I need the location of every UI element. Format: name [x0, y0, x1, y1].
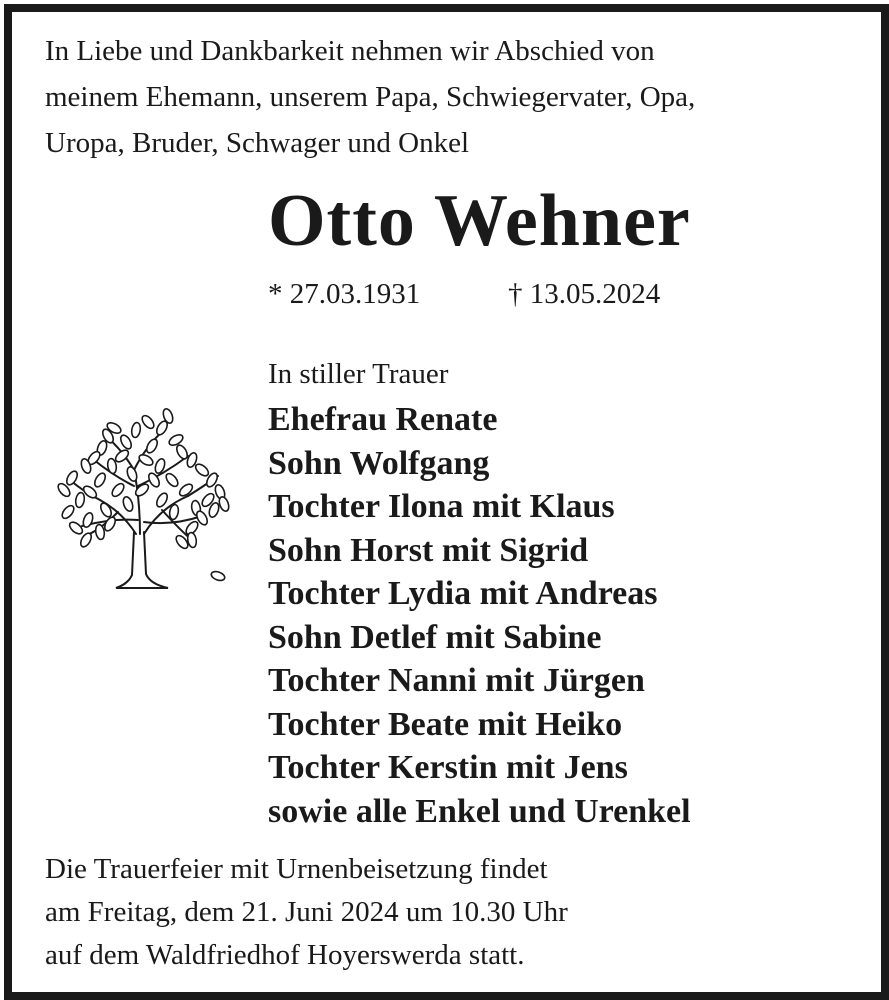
tree-leaf — [81, 512, 94, 529]
tree-leaf — [121, 496, 134, 513]
tree-leaf — [155, 491, 170, 508]
deceased-name: Otto Wehner — [268, 180, 691, 262]
tree-leaf — [110, 482, 126, 499]
tree-leaf — [60, 504, 76, 521]
tree-leaf — [178, 482, 195, 498]
tree-leaf — [140, 414, 156, 431]
tree-leaf — [75, 492, 86, 508]
family-member: Tochter Nanni mit Jürgen — [268, 662, 645, 699]
tree-leaf — [65, 469, 80, 486]
tree-leaf — [217, 496, 230, 513]
family-member: Tochter Kerstin mit Jens — [268, 749, 628, 786]
family-member: Tochter Ilona mit Klaus — [268, 488, 615, 525]
intro-line: In Liebe und Dankbarkeit nehmen wir Abschied von — [45, 35, 655, 67]
family-member: sowie alle Enkel und Urenkel — [268, 792, 691, 830]
tree-leaf — [175, 443, 190, 460]
family-member: Sohn Horst mit Sigrid — [268, 531, 589, 569]
family-member: Tochter Beate mit Heiko — [268, 705, 623, 743]
tree-leaf — [119, 433, 134, 450]
life-dates — [268, 274, 661, 314]
birth-date: * 27.03.1931 — [268, 278, 421, 310]
tree-leaf — [145, 437, 160, 454]
family-list — [268, 398, 691, 833]
tree-leaf — [99, 501, 114, 518]
tree-leaf — [95, 524, 106, 540]
mourning-label: In stiller Trauer — [268, 358, 449, 390]
ceremony-info — [45, 848, 568, 977]
tree-leaf — [194, 462, 211, 478]
tree-leaf — [68, 520, 85, 536]
tree-leaf — [164, 472, 180, 489]
intro-line: Uropa, Bruder, Schwager und Onkel — [45, 127, 470, 159]
tree-leaf — [125, 466, 138, 483]
family-member: Sohn Wolfgang — [268, 444, 490, 482]
ceremony-line: am Freitag, dem 21. Juni 2024 um 10.30 Uhr — [45, 896, 568, 928]
family-member: Ehefrau Renate — [268, 401, 498, 438]
tree-leaf — [131, 422, 142, 438]
tree-leaf — [103, 515, 118, 532]
death-date: † 13.05.2024 — [508, 278, 661, 310]
intro-text — [45, 28, 845, 166]
ceremony-line: Die Trauerfeier mit Urnenbeisetzung findet — [45, 853, 548, 885]
tree-icon — [42, 400, 238, 600]
family-member: Sohn Detlef mit Sabine — [268, 618, 602, 656]
ceremony-line: auf dem Waldfriedhof Hoyerswerda statt. — [45, 939, 525, 971]
tree-leaf — [137, 453, 154, 468]
obituary-frame — [4, 4, 889, 1000]
intro-line: meinem Ehemann, unserem Papa, Schwiegervater, Opa, — [45, 81, 696, 113]
tree-leaf — [93, 471, 108, 488]
family-member: Tochter Lydia mit Andreas — [268, 575, 658, 612]
